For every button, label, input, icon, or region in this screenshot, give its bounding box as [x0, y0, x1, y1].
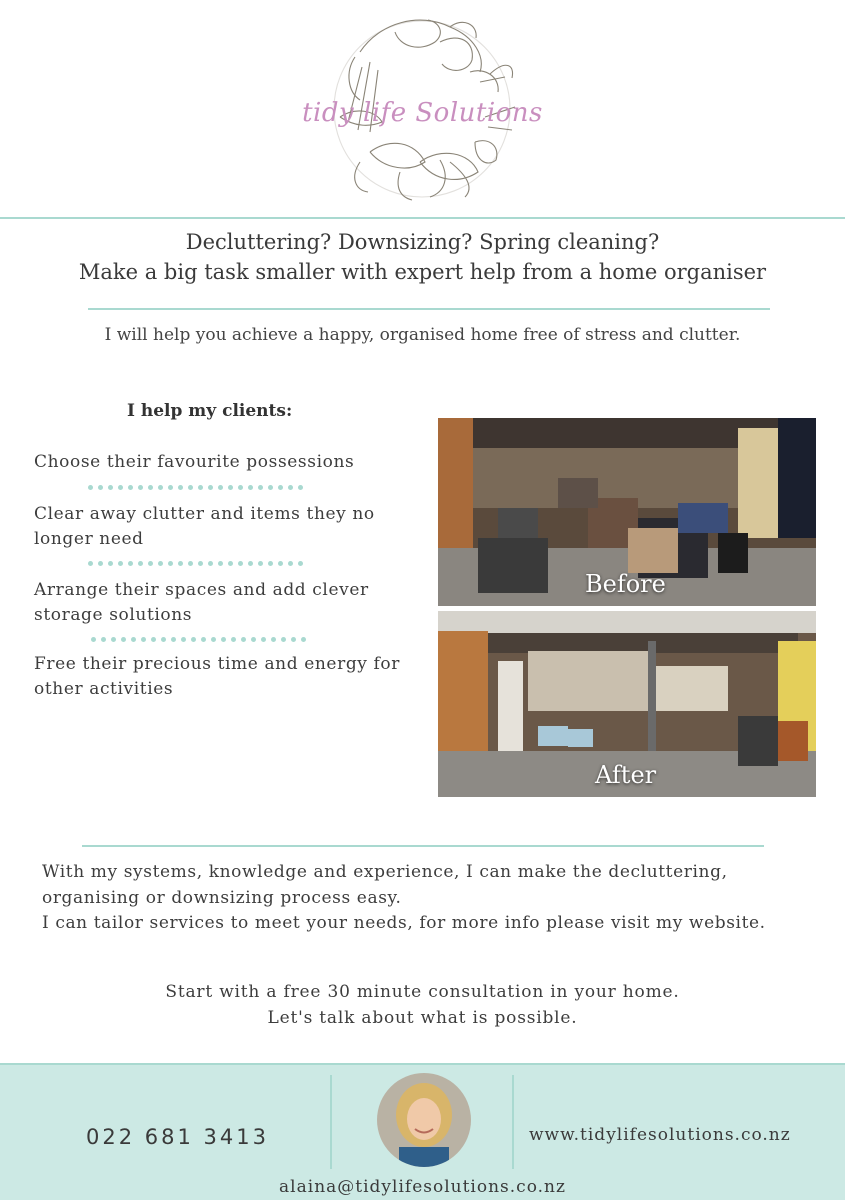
dotted-divider: [91, 637, 306, 645]
avatar: [377, 1073, 471, 1167]
clients-heading: I help my clients:: [127, 401, 293, 421]
phone-number[interactable]: 022 681 3413: [86, 1125, 269, 1149]
benefit-item: Clear away clutter and items they no longer need: [34, 504, 375, 549]
benefit-item: Choose their favourite possessions: [34, 452, 355, 472]
services-text-tailor: I can tailor services to meet your needs, for more info please visit my website.: [42, 913, 766, 933]
headline-offer: Make a big task smaller with expert help from a home organiser: [78, 260, 767, 284]
tagline: I will help you achieve a happy, organised home free of stress and clutter.: [104, 325, 741, 345]
consultation-offer: Start with a free 30 minute consultation in your home.: [165, 982, 680, 1002]
services-paragraph: [42, 860, 822, 937]
divider-middle: [88, 308, 770, 310]
divider-top: [0, 217, 845, 219]
logo: [300, 12, 545, 207]
after-photo: [438, 611, 816, 797]
footer-divider: [330, 1075, 332, 1169]
dotted-divider: [88, 561, 303, 569]
headline-questions: Decluttering? Downsizing? Spring cleaning?: [185, 230, 660, 254]
services-text: With my systems, knowledge and experience, I can make the decluttering, organising or downsizing process easy.: [42, 862, 728, 908]
benefit-item: Free their precious time and energy for other activities: [34, 654, 400, 699]
before-photo: [438, 418, 816, 606]
benefit-item: Arrange their spaces and add clever storage solutions: [34, 580, 369, 625]
contact-footer: [0, 1063, 845, 1200]
email-link[interactable]: alaina@tidylifesolutions.co.nz: [279, 1177, 566, 1197]
after-label: After: [595, 761, 657, 789]
footer-divider: [512, 1075, 514, 1169]
divider-lower: [82, 845, 764, 847]
dotted-divider: [88, 485, 303, 493]
consultation-invite: Let's talk about what is possible.: [267, 1008, 578, 1028]
before-label: Before: [585, 570, 666, 598]
logo-text: tidy life Solutions: [302, 98, 543, 128]
website-link[interactable]: www.tidylifesolutions.co.nz: [529, 1125, 791, 1145]
